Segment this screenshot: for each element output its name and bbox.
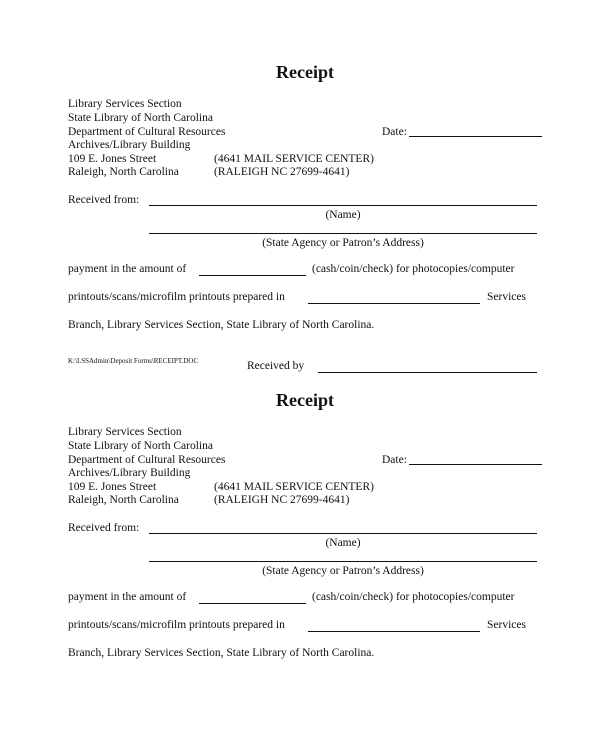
receipt-title: Receipt: [276, 62, 334, 82]
receipt-title: Receipt: [276, 390, 334, 410]
prepared-in-field[interactable]: [308, 631, 480, 632]
branch-text: Branch, Library Services Section, State Library of North Carolina.: [68, 319, 375, 331]
mail-service-center: (4641 MAIL SERVICE CENTER): [214, 153, 374, 165]
mail-city: (RALEIGH NC 27699-4641): [214, 494, 350, 506]
address-line: 109 E. Jones Street: [68, 153, 157, 165]
address-line: State Library of North Carolina: [68, 112, 213, 124]
printouts-text: printouts/scans/microfilm printouts prepared in: [68, 291, 285, 303]
address-line: Department of Cultural Resources: [68, 454, 226, 466]
mail-city: (RALEIGH NC 27699-4641): [214, 166, 350, 178]
date-label: Date:: [382, 126, 407, 138]
address-line: Raleigh, North Carolina: [68, 494, 179, 506]
address-line: State Library of North Carolina: [68, 440, 213, 452]
agency-address-field[interactable]: [149, 233, 537, 234]
date-field[interactable]: [409, 464, 542, 465]
received-from-name-field[interactable]: [149, 205, 537, 206]
branch-text: Branch, Library Services Section, State Library of North Carolina.: [68, 647, 375, 659]
payment-methods-text: (cash/coin/check) for photocopies/computer: [312, 263, 515, 275]
amount-field[interactable]: [199, 603, 306, 604]
address-line: Library Services Section: [68, 426, 182, 438]
address-line: 109 E. Jones Street: [68, 481, 157, 493]
mail-service-center: (4641 MAIL SERVICE CENTER): [214, 481, 374, 493]
received-by-label: Received by: [247, 360, 305, 372]
agency-address-field[interactable]: [149, 561, 537, 562]
payment-label: payment in the amount of: [68, 591, 187, 603]
payment-methods-text: (cash/coin/check) for photocopies/computer: [312, 591, 515, 603]
prepared-in-field[interactable]: [308, 303, 480, 304]
date-label: Date:: [382, 454, 407, 466]
agency-caption: (State Agency or Patron’s Address): [262, 237, 424, 249]
file-path: K:\LSSAdmin\Deposit Forms\RECEIPT.DOC: [68, 357, 199, 365]
date-field[interactable]: [409, 136, 542, 137]
agency-caption: (State Agency or Patron’s Address): [262, 565, 424, 577]
address-line: Department of Cultural Resources: [68, 126, 226, 138]
printouts-text: printouts/scans/microfilm printouts prepared in: [68, 619, 285, 631]
payment-label: payment in the amount of: [68, 263, 187, 275]
address-line: Archives/Library Building: [68, 139, 191, 151]
services-label: Services: [487, 619, 526, 631]
amount-field[interactable]: [199, 275, 306, 276]
address-line: Library Services Section: [68, 98, 182, 110]
services-label: Services: [487, 291, 526, 303]
received-from-label: Received from:: [68, 194, 140, 206]
received-by-field[interactable]: [318, 372, 537, 373]
address-line: Raleigh, North Carolina: [68, 166, 179, 178]
name-caption: (Name): [325, 209, 361, 221]
name-caption: (Name): [325, 537, 361, 549]
received-from-name-field[interactable]: [149, 533, 537, 534]
received-from-label: Received from:: [68, 522, 140, 534]
address-line: Archives/Library Building: [68, 467, 191, 479]
